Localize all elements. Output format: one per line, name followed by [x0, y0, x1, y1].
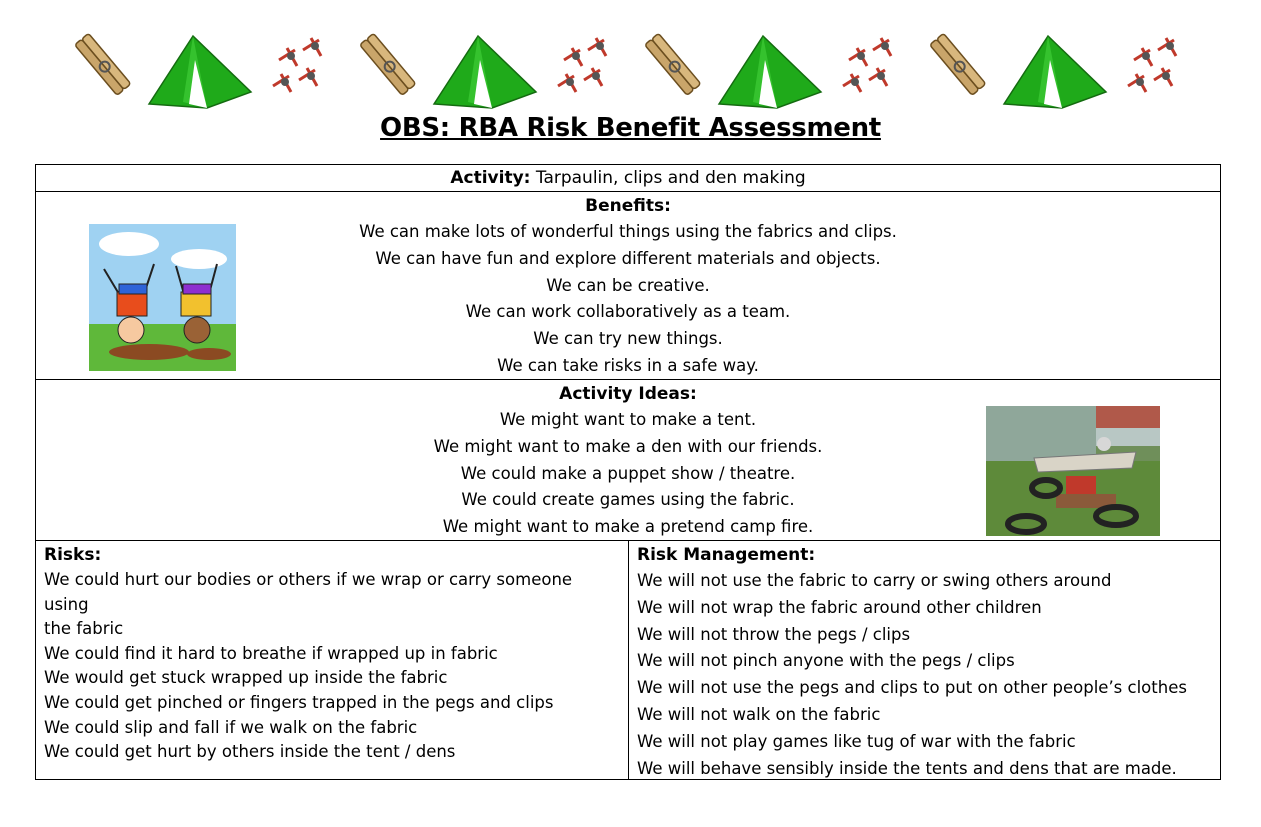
list-item: We will not use the pegs and clips to put on other people’s clothes: [637, 678, 1187, 698]
list-item: the fabric: [44, 619, 124, 639]
list-item: We might want to make a pretend camp fire.: [442, 517, 814, 537]
risk-management-heading: Risk Management:: [637, 545, 816, 565]
tent-icon: [430, 30, 540, 110]
list-item: We could create games using the fabric.: [461, 490, 795, 510]
peg-icon: [70, 30, 134, 100]
list-item: We could hurt our bodies or others if we wrap or carry someone using: [44, 570, 573, 614]
list-item: We could get pinched or fingers trapped in the pegs and clips: [44, 692, 554, 712]
list-item: We will not play games like tug of war with the fabric: [637, 731, 1076, 751]
list-item: We might want to make a tent.: [499, 410, 757, 429]
list-item: We would get stuck wrapped up inside the fabric: [44, 668, 448, 688]
peg-icon: [925, 30, 989, 100]
risks-heading: Risks:: [44, 545, 102, 565]
tent-icon: [715, 30, 825, 110]
list-item: We can make lots of wonderful things using the fabrics and clips.: [359, 222, 897, 241]
benefits-heading: Benefits:: [585, 196, 671, 216]
clips-icon: [1120, 30, 1192, 104]
risk-management-column: [629, 541, 1220, 779]
tent-icon: [1000, 30, 1110, 110]
list-item: We will not use the fabric to carry or swing others around: [637, 571, 1112, 590]
benefits-section: [36, 192, 1220, 380]
activity-value: Tarpaulin, clips and den making: [535, 168, 806, 188]
list-item: We could get hurt by others inside the tent / dens: [44, 742, 456, 762]
children-cartwheel-illustration: [89, 224, 236, 371]
list-item: We will not wrap the fabric around other children: [637, 597, 1042, 617]
list-item: We could find it hard to breathe if wrapped up in fabric: [44, 643, 498, 663]
list-item: We can take risks in a safe way.: [497, 355, 759, 375]
decorative-banner: [70, 30, 1200, 112]
list-item: We can have fun and explore different materials and objects.: [375, 248, 881, 268]
list-item: We will not throw the pegs / clips: [637, 624, 911, 644]
list-item: We can work collaboratively as a team.: [465, 302, 791, 322]
clips-icon: [265, 30, 337, 104]
peg-icon: [355, 30, 419, 100]
list-item: We can be creative.: [546, 275, 710, 295]
clips-icon: [835, 30, 907, 104]
list-item: We will not pinch anyone with the pegs / clips: [637, 651, 1015, 671]
list-item: We could make a puppet show / theatre.: [460, 463, 796, 483]
page-title: OBS: RBA Risk Benefit Assessment: [380, 113, 881, 143]
activity-row: [36, 165, 1220, 192]
activity-label: Activity:: [450, 168, 531, 188]
list-item: We can try new things.: [533, 329, 723, 349]
list-item: We will behave sensibly inside the tents and dens that are made.: [637, 758, 1177, 778]
list-item: We could slip and fall if we walk on the fabric: [44, 717, 418, 737]
list-item: We will not walk on the fabric: [637, 704, 881, 724]
clips-icon: [550, 30, 622, 104]
risks-column: [36, 541, 629, 779]
risk-assessment-table: [35, 164, 1221, 780]
list-item: We might want to make a den with our friends.: [433, 436, 823, 456]
activity-ideas-section: [36, 380, 1220, 541]
activity-ideas-heading: Activity Ideas:: [559, 384, 697, 404]
tent-icon: [145, 30, 255, 110]
den-making-photo: [986, 406, 1160, 536]
peg-icon: [640, 30, 704, 100]
risks-section: [36, 541, 1220, 779]
